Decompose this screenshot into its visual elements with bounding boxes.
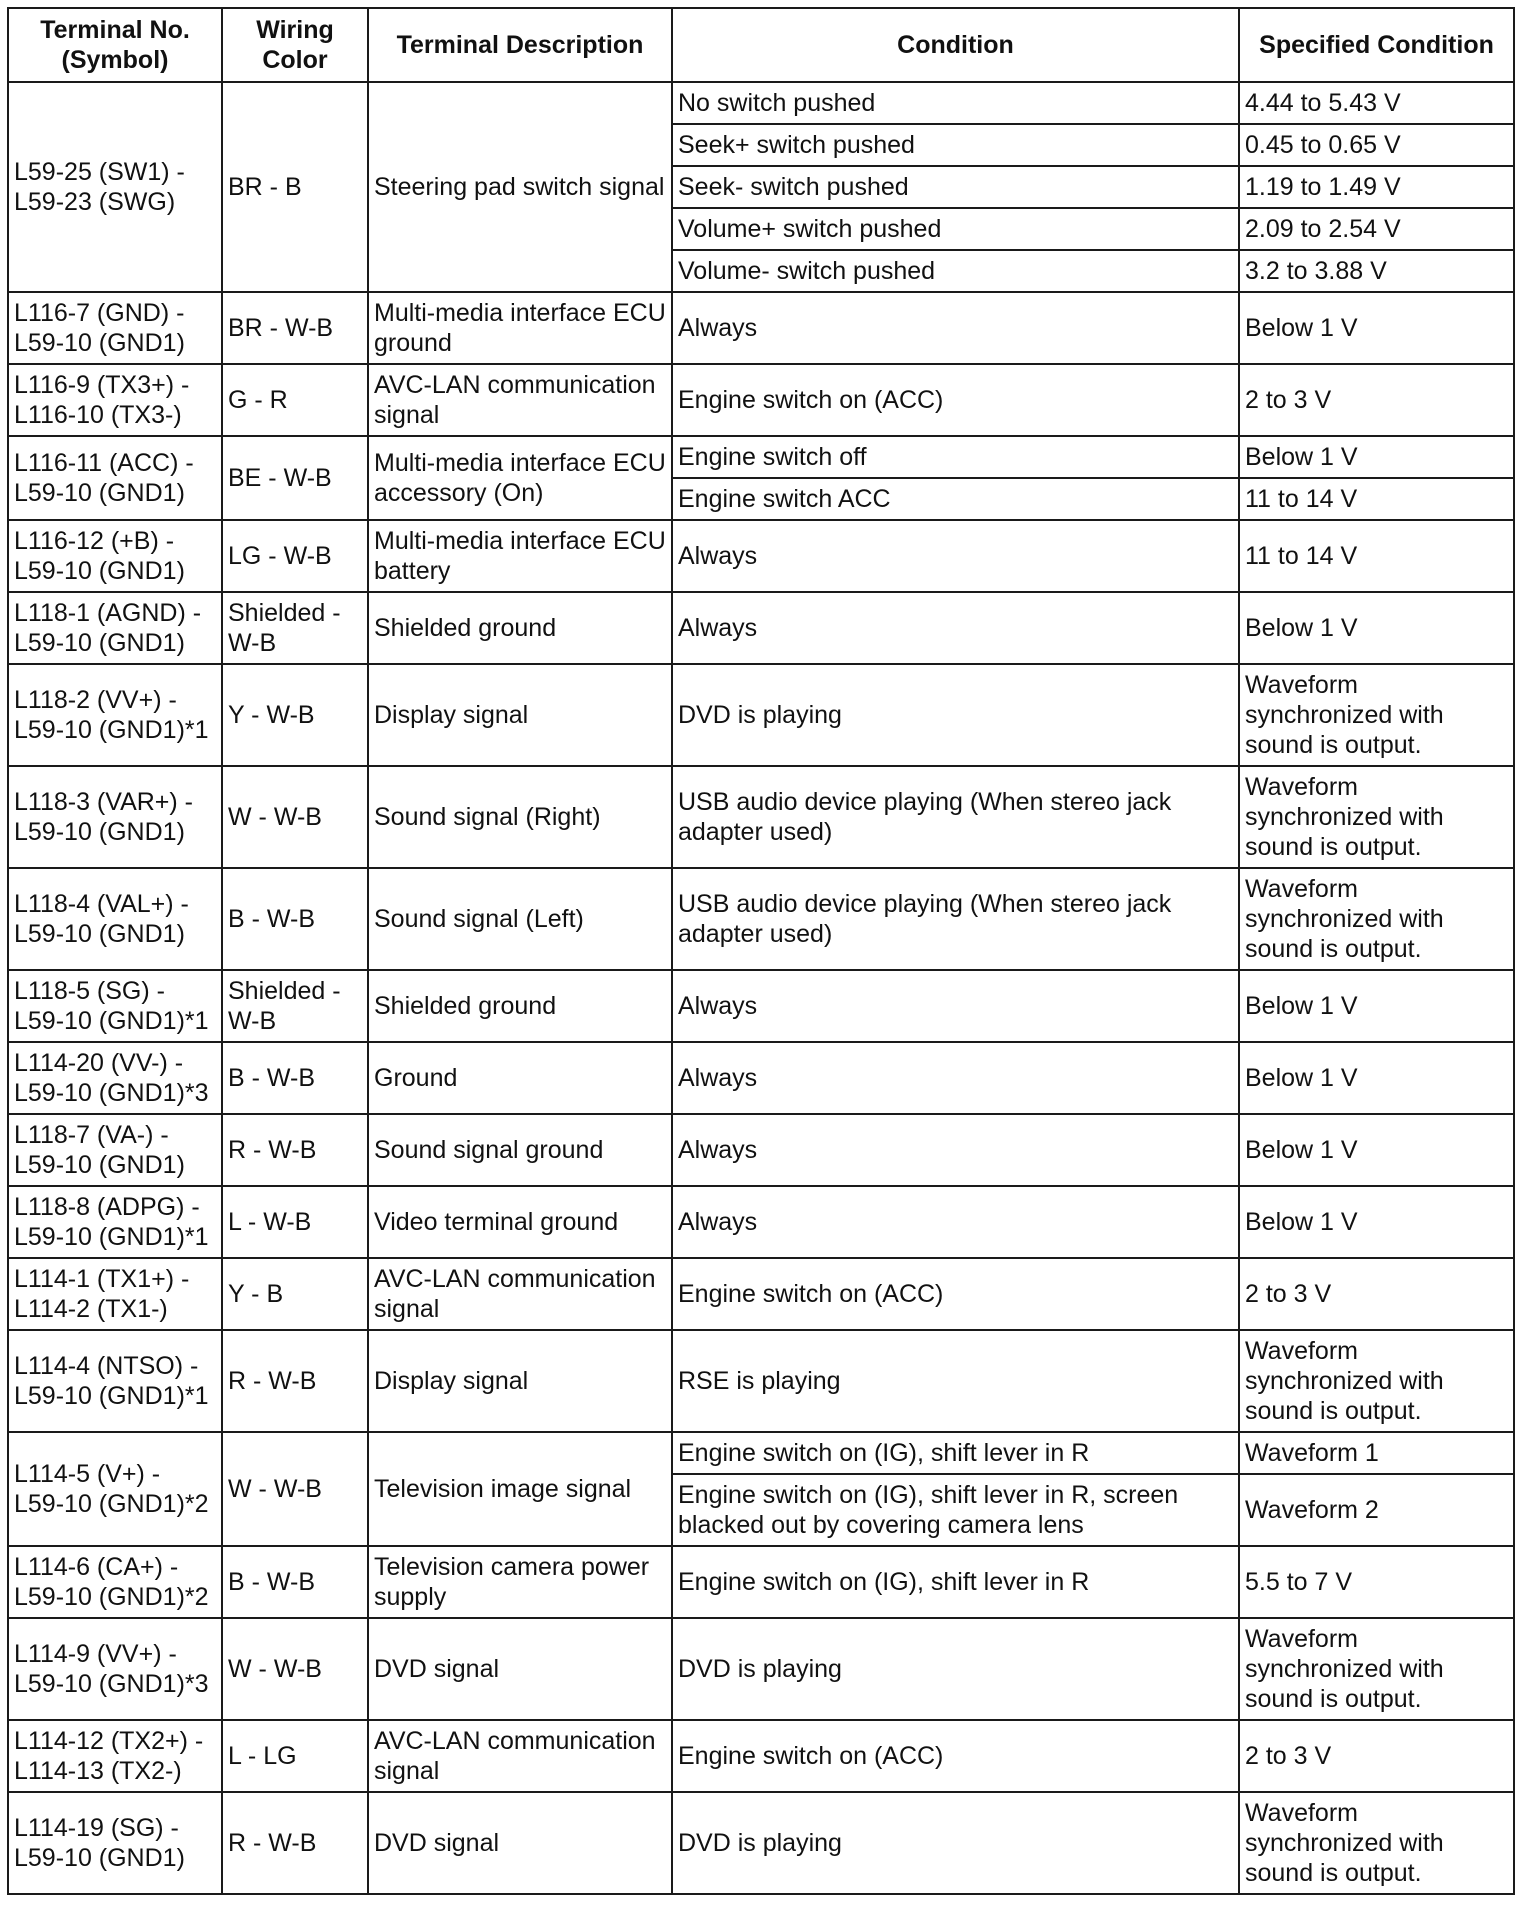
wiring-color-cell: BE - W-B <box>222 436 368 520</box>
header-specified-condition: Specified Condition <box>1239 8 1514 82</box>
terminal-cell: L114-1 (TX1+) - L114-2 (TX1-) <box>8 1258 222 1330</box>
condition-cell: Engine switch ACC <box>672 478 1239 520</box>
condition-cell: No switch pushed <box>672 82 1239 124</box>
table-row <box>8 1432 1514 1474</box>
wiring-color-cell: LG - W-B <box>222 520 368 592</box>
table-row <box>8 1720 1514 1792</box>
table-row <box>8 1186 1514 1258</box>
table-row <box>8 592 1514 664</box>
table-row <box>8 1042 1514 1114</box>
condition-cell: Engine switch on (ACC) <box>672 364 1239 436</box>
description-cell: Shielded ground <box>368 970 672 1042</box>
description-cell: Television image signal <box>368 1432 672 1546</box>
condition-cell: Engine switch on (IG), shift lever in R <box>672 1432 1239 1474</box>
description-cell: AVC-LAN communication signal <box>368 1258 672 1330</box>
wiring-color-cell: R - W-B <box>222 1330 368 1432</box>
condition-cell: Seek- switch pushed <box>672 166 1239 208</box>
wiring-color-cell: B - W-B <box>222 1546 368 1618</box>
wiring-color-cell: B - W-B <box>222 1042 368 1114</box>
specified-condition-cell: 11 to 14 V <box>1239 478 1514 520</box>
wiring-color-cell: Shielded - W-B <box>222 970 368 1042</box>
description-cell: Multi-media interface ECU battery <box>368 520 672 592</box>
condition-cell: DVD is playing <box>672 1618 1239 1720</box>
table-row <box>8 868 1514 970</box>
wiring-color-cell: BR - W-B <box>222 292 368 364</box>
specified-condition-cell: 4.44 to 5.43 V <box>1239 82 1514 124</box>
terminal-cell: L118-2 (VV+) - L59-10 (GND1)*1 <box>8 664 222 766</box>
specified-condition-cell: Below 1 V <box>1239 1114 1514 1186</box>
description-cell: Shielded ground <box>368 592 672 664</box>
specified-condition-cell: 2 to 3 V <box>1239 364 1514 436</box>
terminal-cell: L59-25 (SW1) - L59-23 (SWG) <box>8 82 222 292</box>
description-cell: Ground <box>368 1042 672 1114</box>
condition-cell: Volume- switch pushed <box>672 250 1239 292</box>
terminal-cell: L118-8 (ADPG) - L59-10 (GND1)*1 <box>8 1186 222 1258</box>
terminal-cell: L114-20 (VV-) - L59-10 (GND1)*3 <box>8 1042 222 1114</box>
description-cell: Multi-media interface ECU ground <box>368 292 672 364</box>
header-terminal: Terminal No. (Symbol) <box>8 8 222 82</box>
wiring-color-cell: R - W-B <box>222 1792 368 1894</box>
specified-condition-cell: 3.2 to 3.88 V <box>1239 250 1514 292</box>
terminal-cell: L118-3 (VAR+) - L59-10 (GND1) <box>8 766 222 868</box>
description-cell: AVC-LAN communication signal <box>368 364 672 436</box>
table-row <box>8 436 1514 478</box>
terminal-cell: L116-12 (+B) - L59-10 (GND1) <box>8 520 222 592</box>
description-cell: Display signal <box>368 664 672 766</box>
condition-cell: Always <box>672 292 1239 364</box>
condition-cell: Engine switch on (IG), shift lever in R, screen blacked out by covering camera lens <box>672 1474 1239 1546</box>
condition-cell: DVD is playing <box>672 1792 1239 1894</box>
table-row <box>8 766 1514 868</box>
specified-condition-cell: Waveform synchronized with sound is output. <box>1239 664 1514 766</box>
condition-cell: Engine switch on (ACC) <box>672 1720 1239 1792</box>
table-row <box>8 1618 1514 1720</box>
wiring-color-cell: B - W-B <box>222 868 368 970</box>
terminal-cell: L114-9 (VV+) - L59-10 (GND1)*3 <box>8 1618 222 1720</box>
condition-cell: Seek+ switch pushed <box>672 124 1239 166</box>
specified-condition-cell: Waveform synchronized with sound is output. <box>1239 1792 1514 1894</box>
condition-cell: Always <box>672 1186 1239 1258</box>
wiring-color-cell: BR - B <box>222 82 368 292</box>
table-row <box>8 1792 1514 1894</box>
table-row <box>8 1330 1514 1432</box>
table-row <box>8 364 1514 436</box>
description-cell: Display signal <box>368 1330 672 1432</box>
description-cell: Television camera power supply <box>368 1546 672 1618</box>
table-row <box>8 1114 1514 1186</box>
specified-condition-cell: Below 1 V <box>1239 1042 1514 1114</box>
wiring-color-cell: W - W-B <box>222 1432 368 1546</box>
specified-condition-cell: 1.19 to 1.49 V <box>1239 166 1514 208</box>
specified-condition-cell: 0.45 to 0.65 V <box>1239 124 1514 166</box>
specified-condition-cell: 2.09 to 2.54 V <box>1239 208 1514 250</box>
condition-cell: Volume+ switch pushed <box>672 208 1239 250</box>
terminal-cell: L114-5 (V+) - L59-10 (GND1)*2 <box>8 1432 222 1546</box>
condition-cell: Always <box>672 970 1239 1042</box>
specified-condition-cell: 2 to 3 V <box>1239 1258 1514 1330</box>
specified-condition-cell: Below 1 V <box>1239 436 1514 478</box>
wiring-color-cell: G - R <box>222 364 368 436</box>
description-cell: Steering pad switch signal <box>368 82 672 292</box>
condition-cell: Engine switch off <box>672 436 1239 478</box>
table-row <box>8 970 1514 1042</box>
condition-cell: Always <box>672 592 1239 664</box>
wiring-color-cell: Y - B <box>222 1258 368 1330</box>
table-row <box>8 664 1514 766</box>
header-row <box>8 8 1514 82</box>
description-cell: Sound signal (Left) <box>368 868 672 970</box>
wiring-color-cell: L - W-B <box>222 1186 368 1258</box>
specified-condition-cell: Waveform synchronized with sound is output. <box>1239 1330 1514 1432</box>
description-cell: Video terminal ground <box>368 1186 672 1258</box>
terminal-cell: L114-6 (CA+) - L59-10 (GND1)*2 <box>8 1546 222 1618</box>
specified-condition-cell: 2 to 3 V <box>1239 1720 1514 1792</box>
specified-condition-cell: Waveform synchronized with sound is output. <box>1239 1618 1514 1720</box>
specified-condition-cell: Below 1 V <box>1239 292 1514 364</box>
wiring-color-cell: R - W-B <box>222 1114 368 1186</box>
specified-condition-cell: 5.5 to 7 V <box>1239 1546 1514 1618</box>
description-cell: Multi-media interface ECU accessory (On) <box>368 436 672 520</box>
specified-condition-cell: Below 1 V <box>1239 970 1514 1042</box>
table-row <box>8 1546 1514 1618</box>
condition-cell: Engine switch on (ACC) <box>672 1258 1239 1330</box>
terminal-cell: L114-4 (NTSO) - L59-10 (GND1)*1 <box>8 1330 222 1432</box>
terminal-cell: L114-19 (SG) - L59-10 (GND1) <box>8 1792 222 1894</box>
terminal-cell: L116-11 (ACC) - L59-10 (GND1) <box>8 436 222 520</box>
terminal-cell: L118-1 (AGND) - L59-10 (GND1) <box>8 592 222 664</box>
description-cell: Sound signal ground <box>368 1114 672 1186</box>
terminal-table <box>7 7 1515 1895</box>
terminal-cell: L118-4 (VAL+) - L59-10 (GND1) <box>8 868 222 970</box>
condition-cell: RSE is playing <box>672 1330 1239 1432</box>
specified-condition-cell: Waveform synchronized with sound is output. <box>1239 868 1514 970</box>
header-condition: Condition <box>672 8 1239 82</box>
header-wiring-color: Wiring Color <box>222 8 368 82</box>
condition-cell: Engine switch on (IG), shift lever in R <box>672 1546 1239 1618</box>
header-terminal-description: Terminal Description <box>368 8 672 82</box>
terminal-cell: L118-5 (SG) - L59-10 (GND1)*1 <box>8 970 222 1042</box>
wiring-color-cell: W - W-B <box>222 1618 368 1720</box>
wiring-color-cell: Y - W-B <box>222 664 368 766</box>
specified-condition-cell: Below 1 V <box>1239 1186 1514 1258</box>
specified-condition-cell: Waveform 2 <box>1239 1474 1514 1546</box>
condition-cell: Always <box>672 1042 1239 1114</box>
description-cell: DVD signal <box>368 1792 672 1894</box>
specified-condition-cell: Waveform 1 <box>1239 1432 1514 1474</box>
wiring-color-cell: W - W-B <box>222 766 368 868</box>
condition-cell: Always <box>672 1114 1239 1186</box>
specified-condition-cell: Waveform synchronized with sound is output. <box>1239 766 1514 868</box>
specified-condition-cell: 11 to 14 V <box>1239 520 1514 592</box>
terminal-cell: L114-12 (TX2+) - L114-13 (TX2-) <box>8 1720 222 1792</box>
wiring-color-cell: L - LG <box>222 1720 368 1792</box>
terminal-cell: L116-7 (GND) - L59-10 (GND1) <box>8 292 222 364</box>
terminal-cell: L118-7 (VA-) - L59-10 (GND1) <box>8 1114 222 1186</box>
table-body <box>8 82 1514 1894</box>
condition-cell: DVD is playing <box>672 664 1239 766</box>
description-cell: AVC-LAN communication signal <box>368 1720 672 1792</box>
specified-condition-cell: Below 1 V <box>1239 592 1514 664</box>
condition-cell: Always <box>672 520 1239 592</box>
condition-cell: USB audio device playing (When stereo jack adapter used) <box>672 766 1239 868</box>
condition-cell: USB audio device playing (When stereo jack adapter used) <box>672 868 1239 970</box>
table-row <box>8 520 1514 592</box>
wiring-color-cell: Shielded - W-B <box>222 592 368 664</box>
table-row <box>8 1258 1514 1330</box>
terminal-cell: L116-9 (TX3+) - L116-10 (TX3-) <box>8 364 222 436</box>
description-cell: Sound signal (Right) <box>368 766 672 868</box>
table-row <box>8 82 1514 124</box>
description-cell: DVD signal <box>368 1618 672 1720</box>
table-row <box>8 292 1514 364</box>
